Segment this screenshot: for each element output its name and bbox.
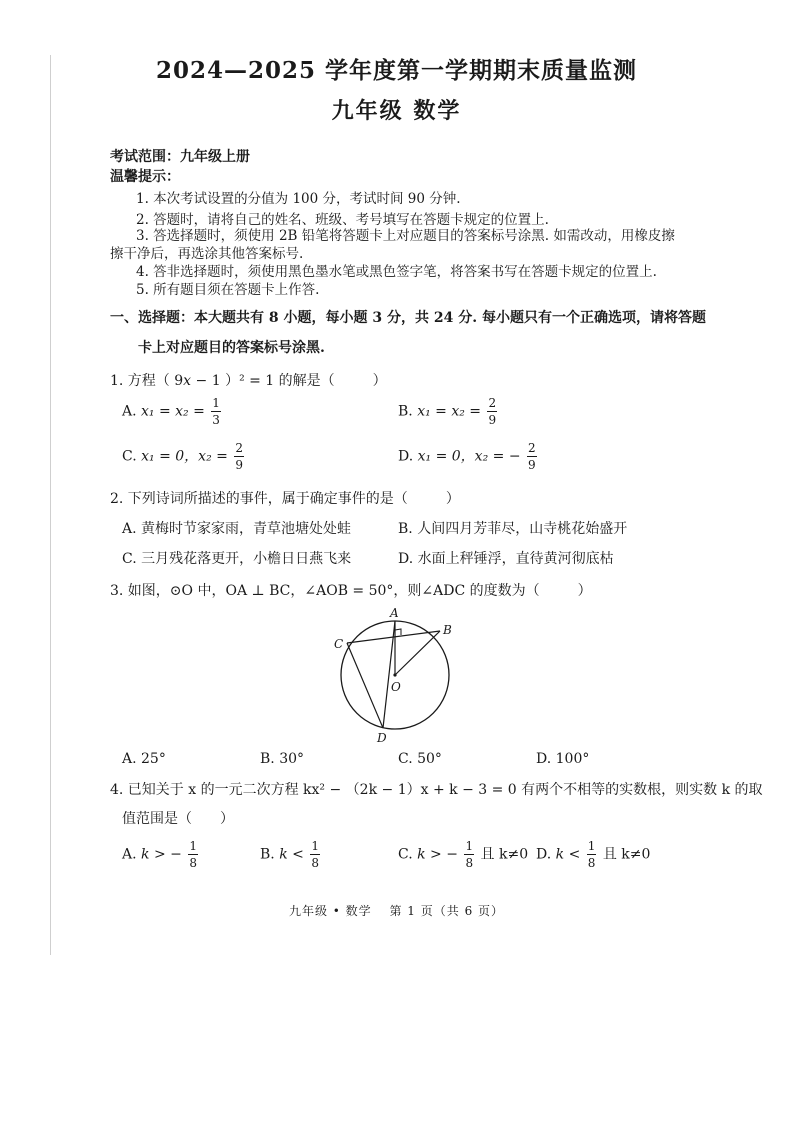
q4-stem-close: ） bbox=[220, 811, 234, 827]
segment-cd bbox=[347, 643, 383, 728]
q4-a-num: 1 bbox=[189, 839, 197, 853]
tip-4: 4. 答非选择题时，须使用黑色墨水笔或黑色签字笔，将答案书写在答题卡规定的位置上. bbox=[136, 264, 657, 280]
q2-stem-close: ） bbox=[445, 491, 460, 507]
tip-2: 2. 答题时，请将自己的姓名、班级、考号填写在答题卡规定的位置上. bbox=[136, 212, 549, 228]
q1-stem-post: − 1 ）² = 1 的解是（ bbox=[191, 373, 335, 389]
q4-d-tail: 且 k≠0 bbox=[598, 846, 651, 863]
q3-option-d: D. 100° bbox=[536, 751, 590, 767]
q4-option-c bbox=[398, 840, 528, 869]
page-footer: 九年级 • 数学 第 1 页（共 6 页） bbox=[288, 904, 505, 918]
q1-d-label: D. bbox=[398, 448, 418, 465]
q1-b-text: x₁ = x₂ = bbox=[417, 403, 482, 420]
q1-stem-var: x bbox=[183, 373, 192, 389]
q4-stem-line1: 4. 已知关于 x 的一元二次方程 kx² − （2k − 1）x + k − 3 = 0 有两个不相等的实数根，则实数 k 的取 bbox=[110, 782, 763, 798]
q1-d-fraction bbox=[527, 442, 537, 471]
q4-c-tail: 且 k≠0 bbox=[476, 846, 529, 863]
exam-subtitle: 九年级 数学 bbox=[331, 98, 462, 124]
q1-a-den: 3 bbox=[212, 413, 220, 427]
tip-3: 3. 答选择题时，须使用 2B 铅笔将答题卡上对应题目的答案标号涂黑. 如需改动，用橡皮擦 bbox=[136, 228, 675, 244]
q1-a-text: x₁ = x₂ = bbox=[141, 403, 205, 420]
q1-a-label: A. bbox=[122, 403, 142, 420]
q4-c-fraction bbox=[464, 840, 474, 869]
q4-b-fraction bbox=[310, 840, 320, 869]
q4-a-text: k > − bbox=[141, 846, 182, 863]
q1-b-label: B. bbox=[398, 403, 418, 420]
q4-b-label: B. bbox=[260, 846, 280, 863]
q3-option-a: A. 25° bbox=[122, 751, 166, 767]
q1-option-d bbox=[398, 442, 539, 471]
label-b: B bbox=[443, 623, 452, 637]
q4-c-den: 8 bbox=[465, 856, 474, 870]
q1-a-num: 1 bbox=[212, 396, 220, 410]
tip-5: 5. 所有题目须在答题卡上作答. bbox=[136, 282, 320, 298]
right-angle-mark bbox=[395, 629, 401, 635]
q3-option-c: C. 50° bbox=[398, 751, 442, 767]
q4-c-num: 1 bbox=[465, 839, 474, 853]
q1-c-den: 9 bbox=[235, 458, 243, 472]
q4-d-text: k < bbox=[555, 846, 581, 863]
q1-stem-pre: 1. 方程（ 9 bbox=[110, 373, 184, 389]
q4-option-a bbox=[122, 840, 200, 869]
q4-c-text: k > − bbox=[417, 846, 458, 863]
q1-d-text: x₁ = 0，x₂ = − bbox=[417, 448, 521, 465]
section1-heading-line1: 一、选择题：本大题共有 8 小题，每小题 3 分，共 24 分. 每小题只有一个正确选项，请将答题 bbox=[110, 310, 706, 326]
exam-title: 2024—2025 学年度第一学期期末质量监测 bbox=[155, 57, 638, 84]
q4-option-b bbox=[260, 840, 322, 869]
q1-stem bbox=[110, 370, 387, 390]
q1-b-fraction bbox=[487, 397, 497, 426]
q3-option-b: B. 30° bbox=[260, 751, 305, 767]
label-o: O bbox=[391, 680, 401, 694]
q1-b-num: 2 bbox=[488, 396, 497, 410]
q4-a-label: A. bbox=[122, 846, 142, 863]
q2-option-d: D. 水面上秤锤浮，直待黄河彻底枯 bbox=[398, 551, 614, 567]
q2-stem-text: 2. 下列诗词所描述的事件，属于确定事件的是（ bbox=[110, 491, 408, 507]
q3-stem-text: 3. 如图，⊙O 中，OA ⊥ BC，∠AOB = 50°，则∠ADC 的度数为（ bbox=[110, 583, 540, 599]
center-dot bbox=[393, 673, 396, 676]
q4-d-num: 1 bbox=[587, 839, 596, 853]
q4-b-num: 1 bbox=[311, 839, 319, 853]
q1-option-c bbox=[122, 442, 246, 471]
q3-circle-figure bbox=[325, 602, 465, 744]
q1-c-label: C. bbox=[122, 448, 142, 465]
label-c: C bbox=[334, 637, 344, 651]
q4-c-label: C. bbox=[398, 846, 418, 863]
q2-stem bbox=[110, 488, 460, 508]
segment-ob bbox=[395, 631, 440, 675]
q4-option-d bbox=[536, 840, 650, 869]
label-a: A bbox=[390, 606, 399, 620]
q1-d-den: 9 bbox=[528, 458, 536, 472]
q2-option-c: C. 三月残花落更开，小檐日日燕飞来 bbox=[122, 551, 352, 567]
tip-1: 1. 本次考试设置的分值为 100 分，考试时间 90 分钟. bbox=[136, 191, 461, 207]
tip-3-cont: 擦干净后，再选涂其他答案标号. bbox=[110, 246, 304, 262]
tips-title: 温馨提示： bbox=[110, 169, 180, 185]
q1-option-a bbox=[122, 397, 223, 426]
q3-stem-close: ） bbox=[577, 583, 592, 599]
q1-b-den: 9 bbox=[488, 413, 497, 427]
q4-b-den: 8 bbox=[311, 856, 319, 870]
q4-a-fraction bbox=[188, 840, 198, 869]
label-d: D bbox=[377, 731, 387, 744]
section1-heading-line2: 卡上对应题目的答案标号涂黑. bbox=[138, 340, 325, 356]
q1-option-b bbox=[398, 397, 499, 426]
q2-option-a: A. 黄梅时节家家雨，青草池塘处处蛙 bbox=[122, 521, 352, 537]
q4-b-text: k < bbox=[279, 846, 304, 863]
q1-c-num: 2 bbox=[235, 441, 243, 455]
q4-stem-line2-text: 值范围是（ bbox=[122, 811, 192, 827]
q1-c-fraction bbox=[234, 442, 244, 471]
q4-d-fraction bbox=[587, 840, 597, 869]
q4-d-label: D. bbox=[536, 846, 556, 863]
q4-d-den: 8 bbox=[587, 856, 596, 870]
q4-stem-line2 bbox=[122, 808, 234, 828]
q1-stem-close: ） bbox=[372, 373, 387, 389]
exam-scope: 考试范围：九年级上册 bbox=[110, 149, 250, 165]
q3-stem bbox=[110, 580, 592, 600]
binding-margin-line bbox=[50, 55, 51, 955]
q1-a-fraction bbox=[211, 397, 221, 426]
q2-option-b: B. 人间四月芳菲尽，山寺桃花始盛开 bbox=[398, 521, 628, 537]
q1-d-num: 2 bbox=[528, 441, 536, 455]
q4-a-den: 8 bbox=[189, 856, 197, 870]
q1-c-text: x₁ = 0，x₂ = bbox=[141, 448, 228, 465]
